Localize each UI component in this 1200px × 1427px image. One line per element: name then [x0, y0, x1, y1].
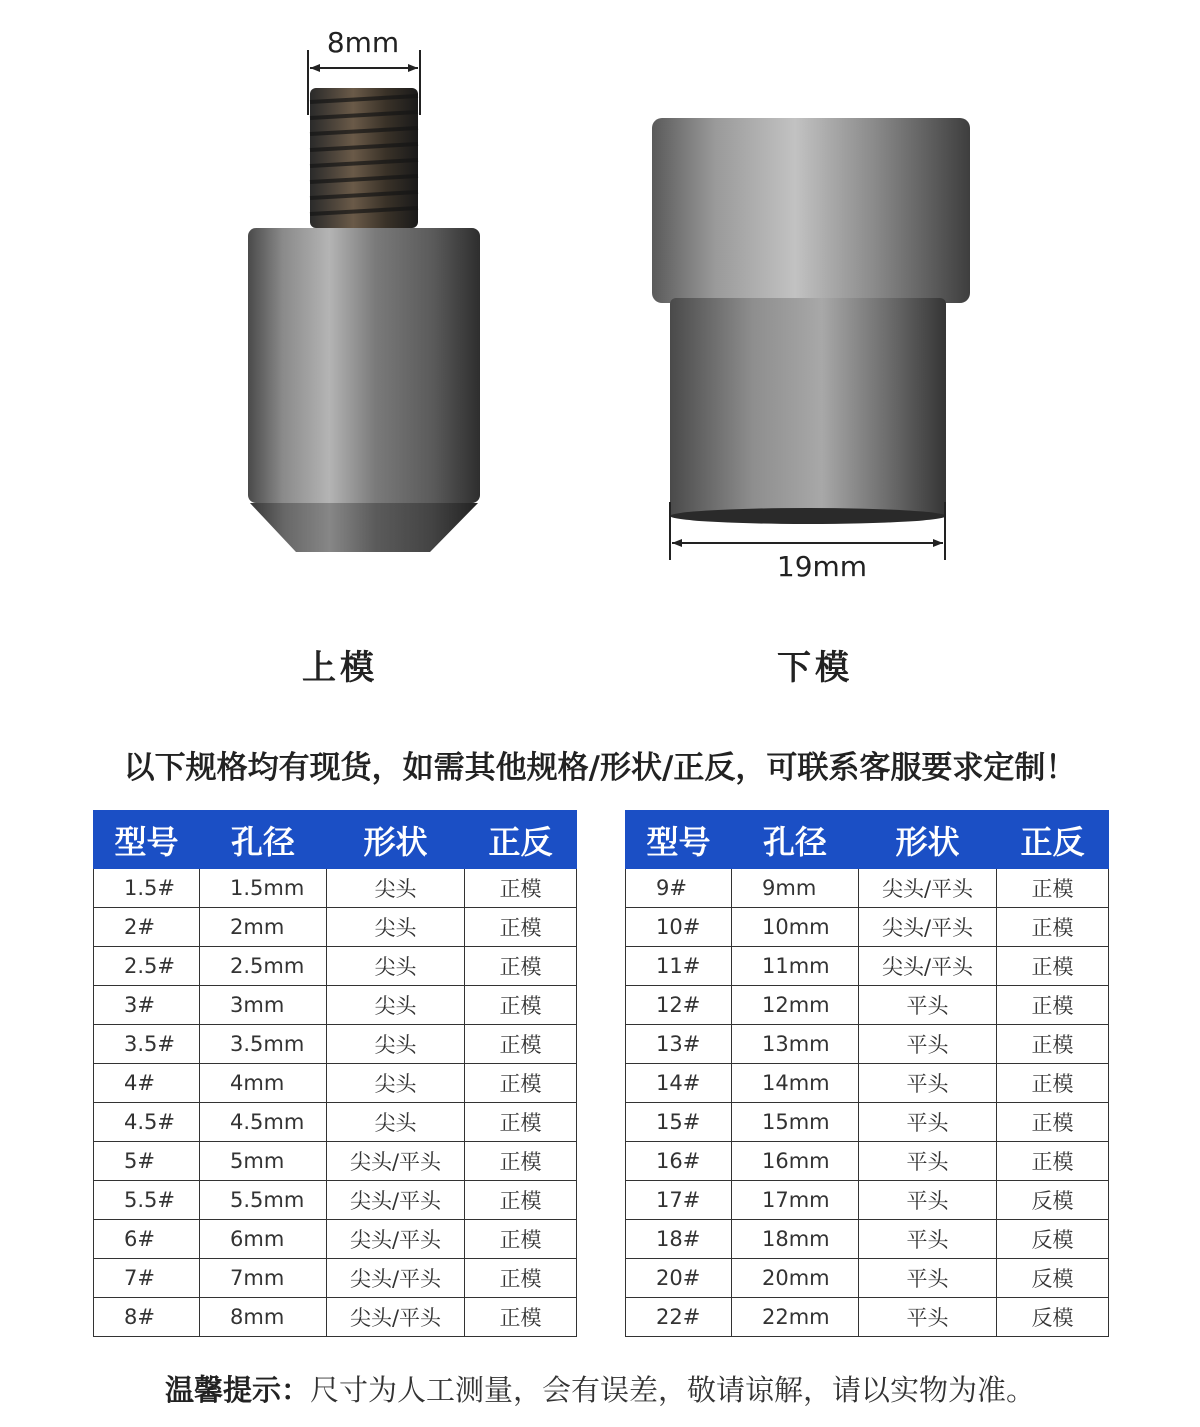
- cell-hole-diameter: 18mm: [732, 1220, 859, 1259]
- cell-orientation: 正模: [465, 1064, 577, 1103]
- table-row: [94, 1064, 577, 1103]
- table-row: [626, 1220, 1109, 1259]
- cell-shape: 尖头: [327, 947, 465, 986]
- cell-hole-diameter: 13mm: [732, 1025, 859, 1064]
- cell-hole-diameter: 6mm: [200, 1220, 327, 1259]
- cell-hole-diameter: 5mm: [200, 1142, 327, 1181]
- cell-shape: 尖头/平头: [327, 1142, 465, 1181]
- cell-hole-diameter: 8mm: [200, 1298, 327, 1337]
- cell-model: 4.5#: [94, 1103, 200, 1142]
- table-row: [94, 1103, 577, 1142]
- upper-die-photo: [240, 40, 500, 570]
- cell-model: 20#: [626, 1259, 732, 1298]
- lower-die-dimension: 19mm: [776, 550, 868, 583]
- cell-orientation: 正模: [465, 1025, 577, 1064]
- cell-shape: 尖头: [327, 908, 465, 947]
- cell-orientation: 正模: [997, 908, 1109, 947]
- table-row: [94, 869, 577, 908]
- cell-hole-diameter: 17mm: [732, 1181, 859, 1220]
- table-row: [626, 908, 1109, 947]
- table-row: [626, 1142, 1109, 1181]
- cell-orientation: 正模: [997, 1025, 1109, 1064]
- warm-tip: [0, 1368, 1200, 1409]
- table-row: [94, 1142, 577, 1181]
- table-row: [626, 869, 1109, 908]
- table-row: [626, 1025, 1109, 1064]
- table-header-row: [94, 811, 577, 869]
- cell-model: 3.5#: [94, 1025, 200, 1064]
- cell-model: 12#: [626, 986, 732, 1025]
- cell-model: 4#: [94, 1064, 200, 1103]
- cell-model: 9#: [626, 869, 732, 908]
- cell-model: 14#: [626, 1064, 732, 1103]
- cell-hole-diameter: 3.5mm: [200, 1025, 327, 1064]
- cell-orientation: 正模: [997, 1064, 1109, 1103]
- cell-orientation: 正模: [465, 869, 577, 908]
- cell-orientation: 反模: [997, 1220, 1109, 1259]
- table-row: [94, 1025, 577, 1064]
- cell-model: 17#: [626, 1181, 732, 1220]
- header-orientation: 正反: [465, 811, 577, 869]
- cell-shape: 尖头/平头: [327, 1181, 465, 1220]
- spec-table-right: [625, 810, 1109, 1337]
- cell-orientation: 正模: [465, 908, 577, 947]
- cell-model: 10#: [626, 908, 732, 947]
- cell-hole-diameter: 1.5mm: [200, 869, 327, 908]
- stock-notice: 以下规格均有现货，如需其他规格/形状/正反，可联系客服要求定制！: [123, 750, 1077, 786]
- cell-hole-diameter: 7mm: [200, 1259, 327, 1298]
- table-header-row: [626, 811, 1109, 869]
- cell-shape: 尖头/平头: [327, 1298, 465, 1337]
- cell-model: 13#: [626, 1025, 732, 1064]
- cell-model: 2.5#: [94, 947, 200, 986]
- cell-orientation: 正模: [465, 986, 577, 1025]
- header-shape: 形状: [327, 811, 465, 869]
- cell-model: 16#: [626, 1142, 732, 1181]
- cell-hole-diameter: 4.5mm: [200, 1103, 327, 1142]
- table-row: [626, 947, 1109, 986]
- cell-shape: 平头: [859, 1259, 997, 1298]
- table-row: [626, 1298, 1109, 1337]
- table-row: [626, 1259, 1109, 1298]
- cell-model: 1.5#: [94, 869, 200, 908]
- upper-die-caption: 上模: [302, 648, 378, 688]
- table-row: [94, 1181, 577, 1220]
- cell-hole-diameter: 22mm: [732, 1298, 859, 1337]
- cell-shape: 平头: [859, 1103, 997, 1142]
- cell-hole-diameter: 16mm: [732, 1142, 859, 1181]
- cell-hole-diameter: 10mm: [732, 908, 859, 947]
- cell-orientation: 正模: [465, 1259, 577, 1298]
- header-hole-diameter: 孔径: [200, 811, 327, 869]
- header-shape: 形状: [859, 811, 997, 869]
- cell-shape: 尖头: [327, 1025, 465, 1064]
- cell-hole-diameter: 11mm: [732, 947, 859, 986]
- table-row: [94, 1259, 577, 1298]
- cell-shape: 尖头/平头: [859, 869, 997, 908]
- cell-shape: 尖头/平头: [327, 1220, 465, 1259]
- cell-orientation: 正模: [997, 1103, 1109, 1142]
- table-row: [94, 1298, 577, 1337]
- table-row: [626, 986, 1109, 1025]
- cell-orientation: 正模: [465, 1220, 577, 1259]
- cell-model: 8#: [94, 1298, 200, 1337]
- upper-die-dimension: 8mm: [326, 26, 400, 59]
- cell-hole-diameter: 20mm: [732, 1259, 859, 1298]
- cell-hole-diameter: 4mm: [200, 1064, 327, 1103]
- cell-shape: 尖头: [327, 1103, 465, 1142]
- cell-hole-diameter: 9mm: [732, 869, 859, 908]
- warm-tip-text: 尺寸为人工测量，会有误差，敬请谅解，请以实物为准。: [310, 1373, 1036, 1407]
- cell-shape: 平头: [859, 1025, 997, 1064]
- warm-tip-label: 温馨提示：: [164, 1373, 310, 1407]
- cell-model: 22#: [626, 1298, 732, 1337]
- cell-orientation: 正模: [465, 1142, 577, 1181]
- cell-shape: 平头: [859, 1142, 997, 1181]
- cell-hole-diameter: 5.5mm: [200, 1181, 327, 1220]
- table-row: [626, 1181, 1109, 1220]
- cell-orientation: 正模: [465, 1298, 577, 1337]
- table-row: [626, 1103, 1109, 1142]
- table-row: [626, 1064, 1109, 1103]
- cell-shape: 尖头/平头: [859, 947, 997, 986]
- cell-hole-diameter: 2mm: [200, 908, 327, 947]
- cell-model: 5#: [94, 1142, 200, 1181]
- cell-orientation: 反模: [997, 1181, 1109, 1220]
- cell-orientation: 反模: [997, 1259, 1109, 1298]
- cell-hole-diameter: 15mm: [732, 1103, 859, 1142]
- cell-shape: 平头: [859, 1298, 997, 1337]
- cell-shape: 尖头: [327, 986, 465, 1025]
- cell-orientation: 正模: [997, 869, 1109, 908]
- header-orientation: 正反: [997, 811, 1109, 869]
- header-model: 型号: [94, 811, 200, 869]
- table-row: [94, 908, 577, 947]
- header-model: 型号: [626, 811, 732, 869]
- cell-model: 2#: [94, 908, 200, 947]
- cell-hole-diameter: 2.5mm: [200, 947, 327, 986]
- spec-table-left: [93, 810, 577, 1337]
- cell-hole-diameter: 3mm: [200, 986, 327, 1025]
- cell-model: 15#: [626, 1103, 732, 1142]
- cell-model: 3#: [94, 986, 200, 1025]
- table-row: [94, 1220, 577, 1259]
- cell-hole-diameter: 12mm: [732, 986, 859, 1025]
- cell-shape: 平头: [859, 1181, 997, 1220]
- lower-die-photo: [640, 110, 980, 570]
- cell-model: 7#: [94, 1259, 200, 1298]
- cell-orientation: 正模: [465, 947, 577, 986]
- cell-hole-diameter: 14mm: [732, 1064, 859, 1103]
- cell-shape: 平头: [859, 1064, 997, 1103]
- cell-orientation: 正模: [997, 986, 1109, 1025]
- cell-model: 18#: [626, 1220, 732, 1259]
- cell-model: 5.5#: [94, 1181, 200, 1220]
- cell-orientation: 正模: [465, 1103, 577, 1142]
- header-hole-diameter: 孔径: [732, 811, 859, 869]
- table-row: [94, 986, 577, 1025]
- lower-die-caption: 下模: [777, 648, 853, 688]
- cell-shape: 平头: [859, 986, 997, 1025]
- cell-shape: 尖头/平头: [327, 1259, 465, 1298]
- cell-shape: 尖头/平头: [859, 908, 997, 947]
- cell-orientation: 反模: [997, 1298, 1109, 1337]
- cell-shape: 尖头: [327, 1064, 465, 1103]
- cell-model: 6#: [94, 1220, 200, 1259]
- cell-orientation: 正模: [997, 947, 1109, 986]
- table-row: [94, 947, 577, 986]
- cell-shape: 尖头: [327, 869, 465, 908]
- cell-model: 11#: [626, 947, 732, 986]
- cell-orientation: 正模: [465, 1181, 577, 1220]
- cell-shape: 平头: [859, 1220, 997, 1259]
- cell-orientation: 正模: [997, 1142, 1109, 1181]
